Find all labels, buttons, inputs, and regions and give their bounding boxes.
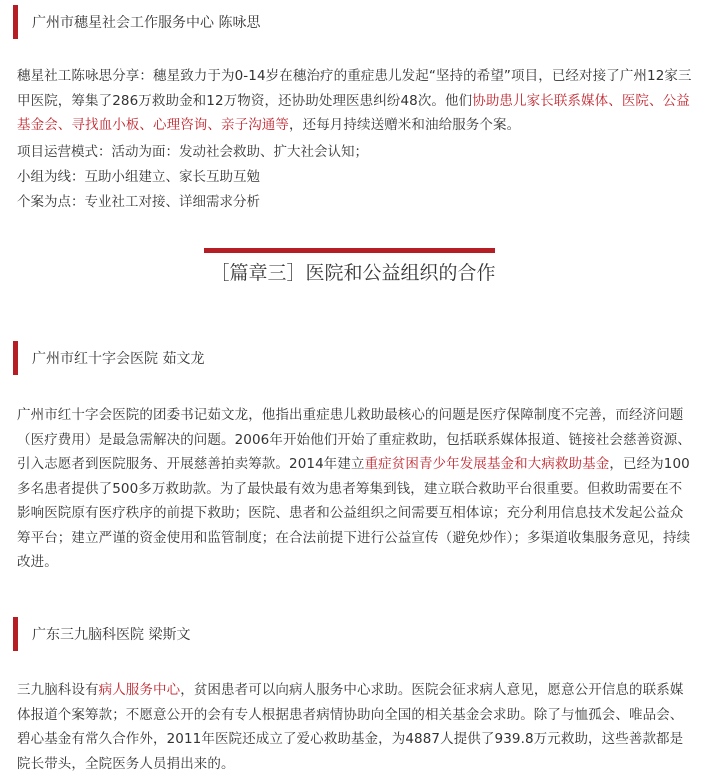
mode-line-1: 项目运营模式：活动为面：发动社会救助、扩大社会认知； (17, 144, 368, 160)
highlight-text: 协助患儿家长联系媒体、医院、公益基金会、寻找血小板、心理咨询、亲子沟通等 (17, 92, 690, 133)
section-title-text: 广州市红十字会医院 茹文龙 (32, 351, 205, 367)
paragraph-redcross: 广州市红十字会医院的团委书记茹文龙，他指出重症患儿救助最核心的问题是医疗保障制度不完善，而经济问题（医疗费用）是最急需解决的问题。2006年开始他们开始了重症救助，包括联系媒体报道、链接社会慈善资源、引入志愿者到医院服务、开展慈善拍卖筹款。2014年建立重症贫困青少年发展基金和大病救助基金，已经为100多名患者提供了500多万救助款。为了最快最有效为患者筹集到钱，建立联合救助平台很重要。但救助需要在不影响医院原有医疗秩序的前提下救助；医院、患者和公益组织之间需要互相体谅；充分利用信息技术发起公益众筹平台；建立严谨的资金使用和监管制度；在合法前提下进行公益宣传（避免炒作）；多渠道收集服务意见，持续改进。 (17, 407, 691, 570)
chapter-divider (204, 248, 495, 253)
paragraph-suixing: 穗星社工陈咏思分享：穗星致力于为0-14岁在穗治疗的重症患儿发起“坚持的希望”项目，已经对接了广州12家三甲医院，筹集了286万救助金和12万物资，还协助处理医患纠纷48次。他们协助患儿家长联系媒体、医院、公益基金会、寻找血小板、心理咨询、亲子沟通等，还每月持续送赠米和油给服务个案。 (17, 68, 692, 133)
highlight-text: 病人服务中心 (98, 682, 181, 698)
section-title-sanjiu (13, 617, 190, 651)
section-title-text: 广州市穗星社会工作服务中心 陈咏思 (32, 15, 261, 31)
mode-line-2: 小组为线：互助小组建立、家长互助互勉 (17, 169, 260, 185)
highlight-text: 重症贫困青少年发展基金和大病救助基金 (364, 456, 610, 472)
paragraph-sanjiu: 三九脑科设有病人服务中心，贫困患者可以向病人服务中心求助。医院会征求病人意见，愿意公开信息的联系媒体报道个案筹款；不愿意公开的会有专人根据患者病情协助向全国的相关基金会求助。除了与恤孤会、唯品会、碧心基金有常久合作外，2011年医院还成立了爱心救助基金，为4887人提供了939.8万元救助，这些善款都是院长带头，全院医务人员捐出来的。 (17, 682, 684, 772)
section-title-text: 广东三九脑科医院 梁斯文 (32, 627, 191, 643)
section-title-suixing (13, 5, 260, 39)
mode-line-3: 个案为点：专业社工对接、详细需求分析 (17, 194, 260, 210)
chapter-title: ［篇章三］医院和公益组织的合作 (210, 262, 496, 284)
section-title-redcross (13, 341, 204, 375)
